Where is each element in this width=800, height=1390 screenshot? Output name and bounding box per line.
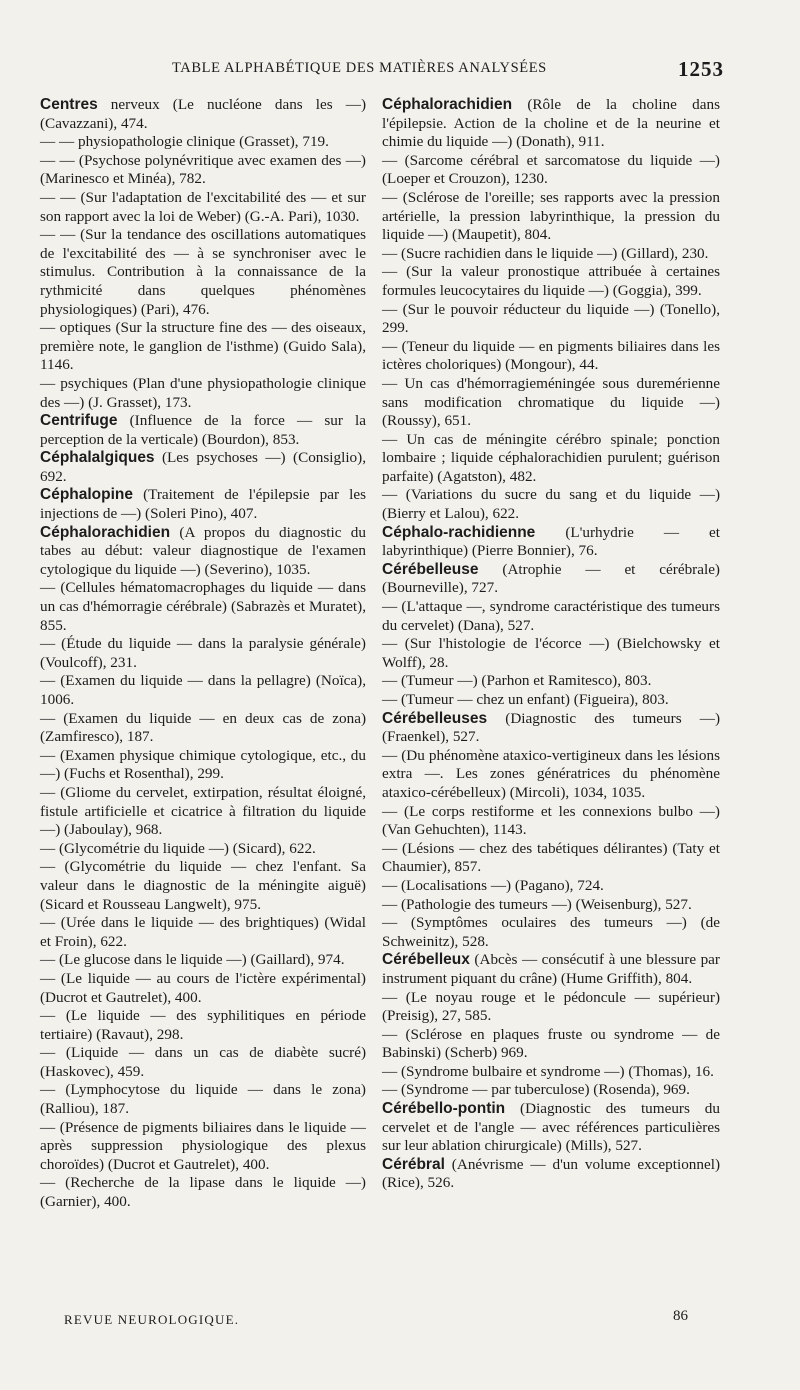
entry-text: — (Syndrome — par tuberculose) (Rosenda), 969.: [382, 1081, 690, 1099]
index-entry: [40, 524, 366, 580]
entry-text: — (Le liquide — des syphilitiques en période tertiaire) (Ravaut), 298.: [40, 1007, 366, 1043]
entry-heading: Cérébelleuses: [382, 709, 488, 727]
signature-mark: 86: [673, 1308, 688, 1324]
entry-text: (Abcès — consécutif à une blessure par instrument piquant du crâne) (Hume Griffith), 804.: [382, 951, 720, 987]
entry-heading: Cérébelleuse: [382, 560, 479, 578]
entry-text: — (Sur la valeur pronostique attribuée à certaines formules leucocytaires du liquide —) (Goggia), 399.: [382, 263, 720, 299]
index-entry: [40, 1081, 366, 1118]
index-entry: [382, 561, 720, 598]
entry-heading: Centres: [40, 96, 98, 113]
index-entry: [40, 449, 366, 486]
index-entry: [40, 840, 366, 859]
index-entry: [40, 412, 366, 449]
entry-text: — (Sucre rachidien dans le liquide —) (Gillard), 230.: [382, 244, 709, 262]
index-entry: [382, 914, 720, 951]
entry-text: — (Le corps restiforme et les connexions bulbo —) (Van Gehuchten), 1143.: [382, 802, 720, 839]
entry-text: — (Localisations —) (Pagano), 724.: [382, 876, 604, 894]
entry-text: — optiques (Sur la structure fine des — des oiseaux, première note, le ganglion de l'isthme) (Guido Sala), 1146.: [40, 319, 366, 374]
index-entry: [382, 877, 720, 896]
index-entry: [382, 672, 720, 691]
index-entry: [382, 896, 720, 915]
entry-heading: Cérébral: [382, 1155, 445, 1173]
journal-footer: REVUE NEUROLOGIQUE.: [64, 1312, 240, 1327]
entry-text: — psychiques (Plan d'une physiopathologie clinique des —) (J. Grasset), 173.: [40, 374, 366, 411]
entry-text: — (Urée dans le liquide — des brightiques) (Widal et Froin), 622.: [40, 914, 366, 950]
entry-text: — (Examen du liquide — en deux cas de zona) (Zamfiresco), 187.: [40, 709, 366, 746]
index-entry: [40, 226, 366, 319]
entry-text: — (L'attaque —, syndrome caractéristique des tumeurs du cervelet) (Dana), 527.: [382, 598, 720, 634]
index-entry: [40, 375, 366, 412]
index-entry: [382, 96, 720, 152]
index-entry: [382, 486, 720, 523]
index-entry: [382, 1063, 720, 1082]
entry-text: — (Tumeur —) (Parhon et Ramitesco), 803.: [382, 672, 652, 690]
entry-text: — (Lésions — chez des tabétiques délirantes) (Taty et Chaumier), 857.: [382, 839, 720, 876]
index-entry: [40, 152, 366, 189]
index-entry: [382, 1081, 720, 1100]
index-entry: [382, 524, 720, 561]
index-entry: [40, 635, 366, 672]
index-entry: [382, 747, 720, 803]
index-entry: [382, 263, 720, 300]
entry-text: (Traitement de l'épilepsie par les injections de —) (Soleri Pino), 407.: [40, 486, 366, 523]
index-entry: [40, 914, 366, 951]
left-column: [40, 96, 366, 1212]
entry-text: (Diagnostic des tumeurs —) (Fraenkel), 527.: [382, 709, 720, 746]
entry-text: — — (Sur l'adaptation de l'excitabilité des — et sur son rapport avec la loi de Weber) (G.-A. Pari), 1030.: [40, 188, 366, 225]
entry-text: — (Le noyau rouge et le pédoncule — supérieur) (Preisig), 27, 585.: [382, 988, 720, 1025]
index-entry: [40, 747, 366, 784]
entry-text: — (Teneur du liquide — en pigments biliaires dans les ictères choloriques) (Mongour), 44.: [382, 337, 720, 374]
entry-text: — (Pathologie des tumeurs —) (Weisenburg), 527.: [382, 895, 692, 913]
entry-text: — (Étude du liquide — dans la paralysie générale) (Voulcoff), 231.: [40, 635, 366, 671]
index-entry: [40, 951, 366, 970]
entry-heading: Cérébello-pontin: [382, 1100, 506, 1118]
index-entry: [40, 486, 366, 523]
index-entry: [382, 598, 720, 635]
entry-text: (A propos du diagnostic du tabes au début: valeur diagnostique de l'examen cytologique du liquide —) (Severino), 1035.: [40, 523, 366, 578]
entry-heading: Centrifuge: [40, 412, 118, 430]
running-title: TABLE ALPHABÉTIQUE DES MATIÈRES ANALYSÉES: [172, 60, 547, 76]
index-entry: [40, 672, 366, 709]
entry-text: — Un cas d'hémorragieméningée sous duremérienne sans modification chromatique du liquide —) (Roussy), 651.: [382, 374, 720, 430]
right-column: [382, 96, 720, 1193]
entry-text: (Les psychoses —) (Consiglio), 692.: [40, 449, 366, 485]
entry-text: — (Liquide — dans un cas de diabète sucré) (Haskovec), 459.: [40, 1044, 366, 1080]
index-entry: [40, 579, 366, 635]
index-entry: [40, 96, 366, 133]
entry-text: — (Sclérose en plaques fruste ou syndrome — de Babinski) (Scherb) 969.: [382, 1025, 720, 1062]
page-number: 1253: [678, 57, 724, 81]
entry-text: — (Sclérose de l'oreille; ses rapports avec la pression artérielle, la pression labyrinthique, la pression du liquide —) (Maupetit), 804.: [382, 188, 720, 244]
entry-text: — (Tumeur — chez un enfant) (Figueira), 803.: [382, 691, 669, 708]
entry-heading: Céphalopine: [40, 486, 134, 504]
index-entry: [382, 245, 720, 264]
index-entry: [40, 189, 366, 226]
index-entry: [382, 691, 720, 710]
index-entry: [40, 970, 366, 1007]
entry-text: — (Syndrome bulbaire et syndrome —) (Thomas), 16.: [382, 1062, 714, 1080]
index-entry: [382, 1100, 720, 1156]
index-entry: [382, 189, 720, 245]
entry-text: — (Sur l'histologie de l'écorce —) (Bielchowsky et Wolff), 28.: [382, 635, 720, 671]
index-entry: [382, 840, 720, 877]
entry-heading: Céphalorachidien: [40, 523, 171, 541]
entry-heading: Céphalorachidien: [382, 96, 513, 113]
entry-text: — — physiopathologie clinique (Grasset), 719.: [40, 133, 329, 151]
index-entry: [382, 375, 720, 431]
index-entry: [382, 989, 720, 1026]
entry-text: — (Le liquide — au cours de l'ictère expérimental) (Ducrot et Gautrelet), 400.: [40, 969, 366, 1006]
entry-heading: Céphalo-rachidienne: [382, 523, 536, 541]
index-entry: [40, 1174, 366, 1211]
entry-text: — (Lymphocytose du liquide — dans le zona) (Ralliou), 187.: [40, 1081, 366, 1118]
entry-text: — (Sarcome cérébral et sarcomatose du liquide —) (Loeper et Crouzon), 1230.: [382, 151, 720, 188]
index-entry: [382, 1156, 720, 1193]
index-entry: [382, 1026, 720, 1063]
entry-text: nerveux (Le nucléone dans les —) (Cavazzani), 474.: [40, 96, 366, 132]
entry-text: — (Examen du liquide — dans la pellagre) (Noïca), 1006.: [40, 672, 366, 708]
index-entry: [382, 803, 720, 840]
entry-text: — — (Psychose polynévritique avec examen des —) (Marinesco et Minéa), 782.: [40, 151, 366, 188]
index-entry: [40, 319, 366, 375]
entry-text: (Atrophie — et cérébrale) (Bourneville), 727.: [382, 560, 720, 597]
index-entry: [40, 784, 366, 840]
index-entry: [382, 951, 720, 988]
entry-text: — (Cellules hématomacrophages du liquide — dans un cas d'hémorragie cérébrale) (Sabrazès et Muratet), 855.: [40, 579, 366, 634]
index-entry: [382, 152, 720, 189]
entry-text: — — (Sur la tendance des oscillations automatiques de l'excitabilité des — à se synchroniser avec le stimulus. Contribution à la connaissance de la rythmicité dans quelques phénomènes physiologiques) (Pari), 476.: [40, 226, 366, 318]
index-entry: [40, 133, 366, 152]
entry-text: — (Variations du sucre du sang et du liquide —) (Bierry et Lalou), 622.: [382, 486, 720, 523]
entry-text: (Rôle de la choline dans l'épilepsie. Action de la choline et de la neurine et chimie du liquide —) (Donath), 911.: [382, 96, 720, 151]
index-entry: [40, 1007, 366, 1044]
entry-text: — (Glycométrie du liquide — chez l'enfant. Sa valeur dans le diagnostic de la méningite aiguë) (Sicard et Rousseau Langwelt), 975.: [40, 858, 366, 913]
entry-text: (Anévrisme — d'un volume exceptionnel) (Rice), 526.: [382, 1155, 720, 1192]
index-entry: [382, 635, 720, 672]
entry-text: — (Du phénomène ataxico-vertigineux dans les lésions extra —. Les zones génératrices du phénomène ataxico-cérébelleux) (Mircoli), 1034, 1035.: [382, 746, 720, 801]
entry-text: — Un cas de méningite cérébro spinale; ponction lombaire ; liquide céphalorachidien purulent; guérison parfaite) (Agatston), 482.: [382, 430, 720, 485]
entry-heading: Céphalalgiques: [40, 449, 155, 467]
index-entry: [382, 301, 720, 338]
entry-text: (Influence de la force — sur la perception de la verticale) (Bourdon), 853.: [40, 412, 366, 448]
entry-text: — (Recherche de la lipase dans le liquide —) (Garnier), 400.: [40, 1174, 366, 1211]
entry-text: — (Glycométrie du liquide —) (Sicard), 622.: [40, 839, 316, 857]
entry-text: (Diagnostic des tumeurs du cervelet et de l'angle — avec références particulières sur leur ablation chirurgicale) (Mills), 527.: [382, 1100, 720, 1155]
index-entry: [40, 858, 366, 914]
entry-text: — (Le glucose dans le liquide —) (Gaillard), 974.: [40, 951, 345, 969]
entry-text: — (Examen physique chimique cytologique, etc., du —) (Fuchs et Rosenthal), 299.: [40, 746, 366, 783]
index-entry: [382, 710, 720, 747]
entry-heading: Cérébelleux: [382, 951, 470, 969]
index-entry: [40, 1044, 366, 1081]
entry-text: (L'urhydrie — et labyrinthique) (Pierre Bonnier), 76.: [382, 523, 720, 560]
entry-text: — (Sur le pouvoir réducteur du liquide —) (Tonello), 299.: [382, 300, 720, 337]
index-entry: [382, 431, 720, 487]
entry-text: — (Présence de pigments biliaires dans le liquide — après suppression physiologique des plexus choroïdes) (Ducrot et Gautrelet), 400.: [40, 1118, 366, 1173]
index-entry: [382, 338, 720, 375]
index-entry: [40, 1119, 366, 1175]
entry-text: — (Symptômes oculaires des tumeurs —) (de Schweinitz), 528.: [382, 914, 720, 950]
entry-text: — (Gliome du cervelet, extirpation, résultat éloigné, fistule artificielle et cicatrice à filtration du liquide —) (Jaboulay), 968.: [40, 783, 366, 839]
index-entry: [40, 710, 366, 747]
